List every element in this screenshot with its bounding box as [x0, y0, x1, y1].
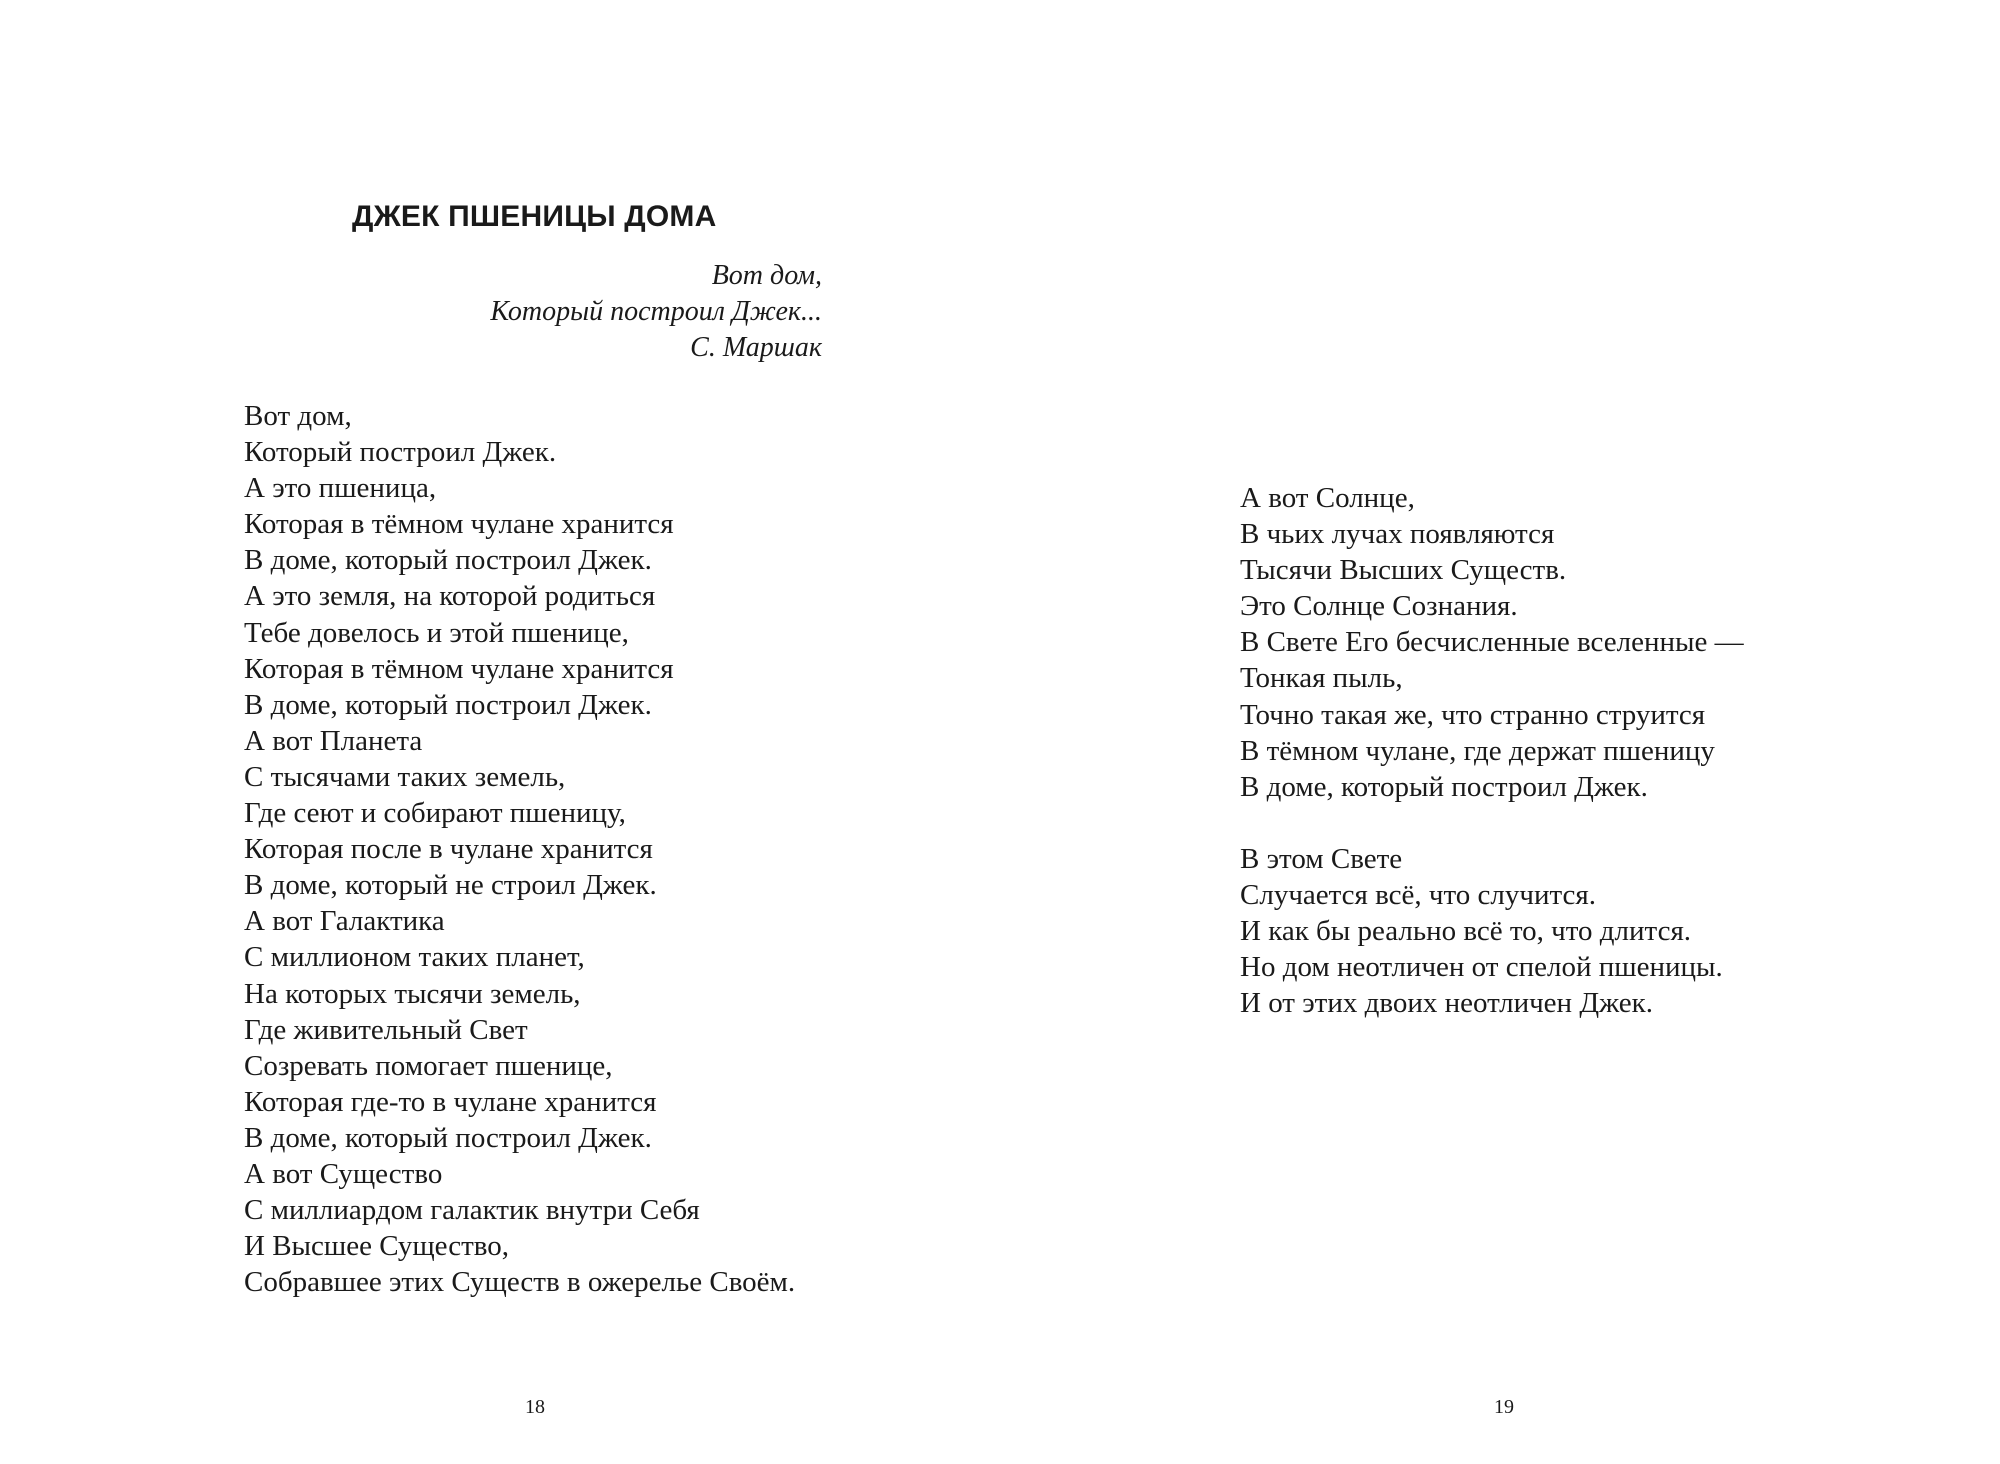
verse-line: Где сеют и собирают пшеницу,: [244, 797, 626, 830]
poem-title: ДЖЕК ПШЕНИЦЫ ДОМА: [352, 200, 717, 233]
right-page: [1000, 0, 2000, 1464]
verse-line: Это Солнце Сознания.: [1240, 590, 1518, 623]
verse-line: В Свете Его бесчисленные вселенные —: [1240, 626, 1744, 659]
verse-line: Но дом неотличен от спелой пшеницы.: [1240, 951, 1723, 984]
verse-line: А это пшеница,: [244, 472, 437, 505]
verse-line: В этом Свете: [1240, 842, 1403, 875]
verse-line: Которая после в чулане хранится: [244, 833, 653, 866]
verse-line: И как бы реально всё то, что длится.: [1240, 915, 1692, 948]
verse-line: В доме, который построил Джек.: [244, 1121, 652, 1154]
verse-left: [244, 398, 795, 1300]
verse-line: А вот Существо: [244, 1157, 443, 1190]
verse-line: И от этих двоих неотличен Джек.: [1240, 987, 1653, 1020]
verse-line: С тысячами таких земель,: [244, 760, 566, 793]
page-number: 19: [1494, 1396, 1514, 1418]
verse-line: Тысячи Высших Существ.: [1240, 554, 1567, 587]
verse-line: Которая в тёмном чулане хранится: [244, 652, 674, 685]
verse-line: Точно такая же, что странно струится: [1240, 698, 1706, 731]
verse-line: Случается всё, что случится.: [1240, 879, 1596, 912]
verse-line: С миллионом таких планет,: [244, 941, 585, 974]
verse-right: [1240, 480, 1744, 1021]
epigraph: [490, 258, 822, 366]
epigraph-line: Который построил Джек...: [490, 296, 822, 327]
verse-line: В доме, который не строил Джек.: [244, 869, 657, 902]
epigraph-author: С. Маршак: [690, 332, 822, 363]
verse-line: В тёмном чулане, где держат пшеницу: [1240, 734, 1715, 767]
verse-line: А это земля, на которой родиться: [244, 580, 656, 613]
verse-line: На которых тысячи земель,: [244, 977, 581, 1010]
verse-line: Собравшее этих Существ в ожерелье Своём.: [244, 1266, 796, 1299]
page-number: 18: [525, 1396, 545, 1418]
verse-line: Тонкая пыль,: [1240, 662, 1403, 695]
verse-line: Вот дом,: [244, 400, 352, 432]
verse-line: Которая где-то в чулане хранится: [244, 1085, 657, 1118]
verse-line: А вот Планета: [244, 724, 423, 757]
verse-line: Который построил Джек.: [244, 436, 557, 469]
verse-line: Тебе довелось и этой пшенице,: [244, 616, 629, 649]
verse-line: В доме, который построил Джек.: [1240, 770, 1648, 803]
verse-line: В чьих лучах появляются: [1240, 518, 1555, 551]
verse-line: Созревать помогает пшенице,: [244, 1049, 613, 1082]
stanza-break: [1240, 805, 1744, 841]
epigraph-line: Вот дом,: [711, 260, 822, 291]
verse-line: А вот Солнце,: [1240, 482, 1415, 514]
verse-line: Которая в тёмном чулане хранится: [244, 508, 674, 541]
verse-line: С миллиардом галактик внутри Себя: [244, 1194, 700, 1227]
verse-line: В доме, который построил Джек.: [244, 544, 652, 577]
verse-line: В доме, который построил Джек.: [244, 688, 652, 721]
verse-line: И Высшее Существо,: [244, 1230, 510, 1263]
verse-line: А вот Галактика: [244, 905, 445, 938]
verse-line: Где живительный Свет: [244, 1013, 528, 1046]
